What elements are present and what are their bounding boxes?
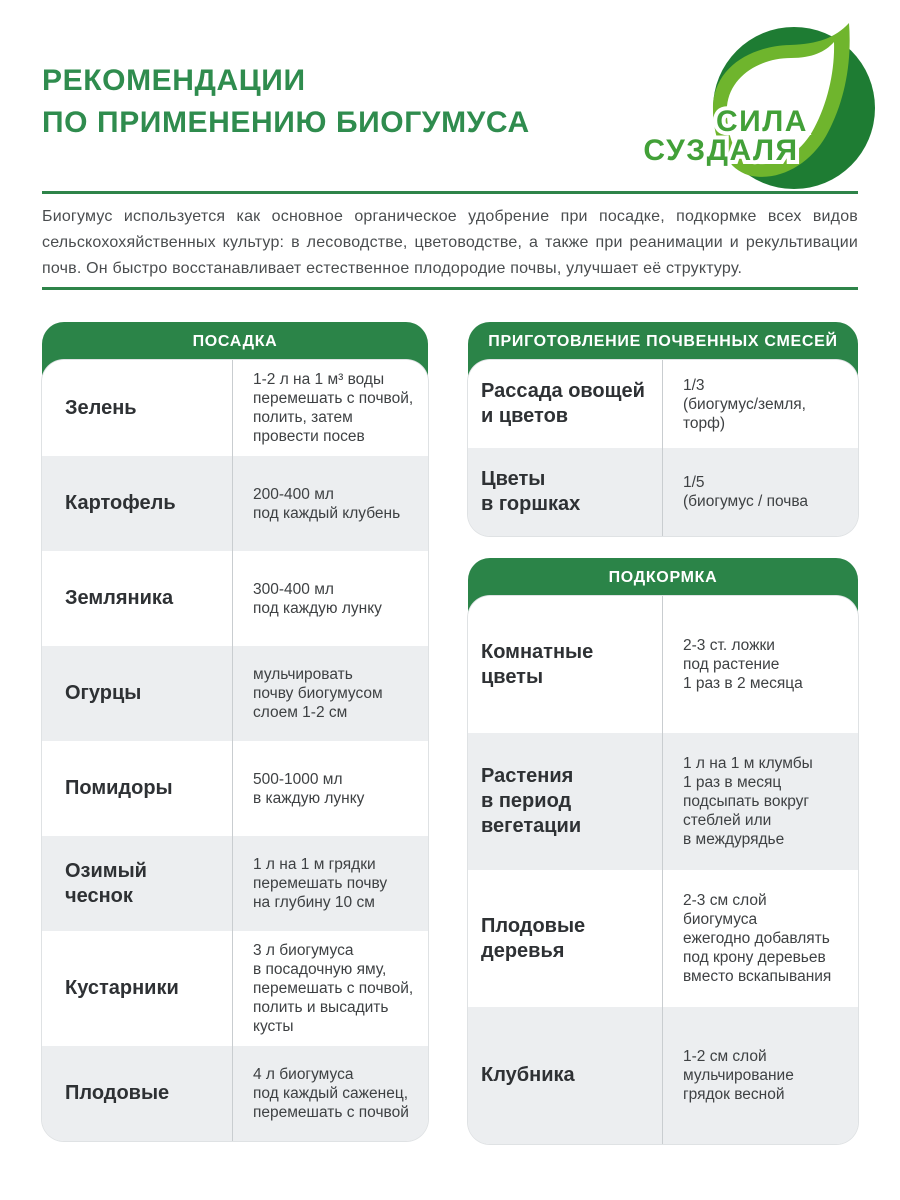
application-instructions: 1-2 см слой мульчирование грядок весной [662,1007,858,1144]
content-columns [42,322,858,1144]
divider-rule-bottom [42,287,858,290]
crop-name: Картофель [65,492,176,514]
column-left [42,322,428,1141]
table-row [42,931,428,1046]
table-body-posadka [42,360,428,1141]
crop-name: Цветы в горшках [481,468,581,515]
table-header-smesi: ПРИГОТОВЛЕНИЕ ПОЧВЕННЫХ СМЕСЕЙ [468,322,858,380]
table-row [42,836,428,931]
divider-rule-top [42,191,858,194]
table-row [42,741,428,836]
crop-name: Клубника [481,1064,575,1086]
table-header-podkormka: ПОДКОРМКА [468,558,858,616]
application-instructions: 1/5 (биогумус / почва [662,448,858,536]
logo-text-line1: СИЛА [716,105,808,138]
table-row [468,596,858,733]
application-instructions: мульчировать почву биогумусом слоем 1-2 см [232,646,428,741]
crop-name: Земляника [65,587,174,609]
crop-name: Растения в период вегетации [481,765,582,837]
application-instructions: 3 л биогумуса в посадочную яму, перемешать с почвой, полить и высадить кусты [232,931,428,1046]
application-instructions: 4 л биогумуса под каждый саженец, перемешать с почвой [232,1046,428,1141]
table-smesi [468,322,858,536]
application-instructions: 2-3 см слой биогумуса ежегодно добавлять под крону деревьев вместо вскапывания [662,870,858,1007]
crop-name: Помидоры [65,777,173,799]
table-row [42,1046,428,1141]
crop-name: Озимый чеснок [65,859,147,907]
table-row [468,733,858,870]
crop-name: Плодовые [65,1082,170,1104]
crop-name: Комнатные цветы [481,640,594,688]
column-right [468,322,858,1144]
table-row [468,1007,858,1144]
application-instructions: 500-1000 мл в каждую лунку [232,741,428,836]
table-header-posadka: ПОСАДКА [42,322,428,380]
table-row [42,646,428,741]
application-instructions: 2-3 ст. ложки под растение 1 раз в 2 месяца [662,596,858,733]
crop-name: Рассада овощей и цветов [481,380,645,427]
table-body-smesi [468,360,858,536]
application-instructions: 300-400 мл под каждую лунку [232,551,428,646]
crop-name: Зелень [65,396,137,419]
table-row [42,551,428,646]
page-title: РЕКОМЕНДАЦИИ ПО ПРИМЕНЕНИЮ БИОГУМУСА [42,64,530,139]
table-row [42,360,428,456]
crop-name: Плодовые деревья [481,914,586,962]
crop-name: Кустарники [65,977,179,999]
crop-name: Огурцы [65,682,142,704]
application-instructions: 1/3 (биогумус/земля, торф) [662,360,858,448]
table-row [42,456,428,551]
logo-text-line2: СУЗДАЛЯ [643,134,799,167]
application-instructions: 200-400 мл под каждый клубень [232,456,428,551]
intro-paragraph: Биогумус используется как основное органическое удобрение при посадке, подкормке всех видов сельскохохяйственных культур: в лесоводстве, цветоводстве, а также при реанимации и рекультивации почв. Он быстро восстанавливает естественное плодородие почвы, улучшает её структуру. [42,208,858,277]
application-instructions: 1 л на 1 м грядки перемешать почву на глубину 10 см [232,836,428,931]
table-row [468,870,858,1007]
application-instructions: 1-2 л на 1 м³ воды перемешать с почвой, полить, затем провести посев [232,360,428,456]
table-podkormka [468,558,858,1144]
table-row [468,360,858,448]
table-body-podkormka [468,596,858,1144]
application-instructions: 1 л на 1 м клумбы 1 раз в месяц подсыпать вокруг стеблей или в междурядье [662,733,858,870]
table-row [468,448,858,536]
brand-logo [628,12,880,192]
table-posadka [42,322,428,1141]
